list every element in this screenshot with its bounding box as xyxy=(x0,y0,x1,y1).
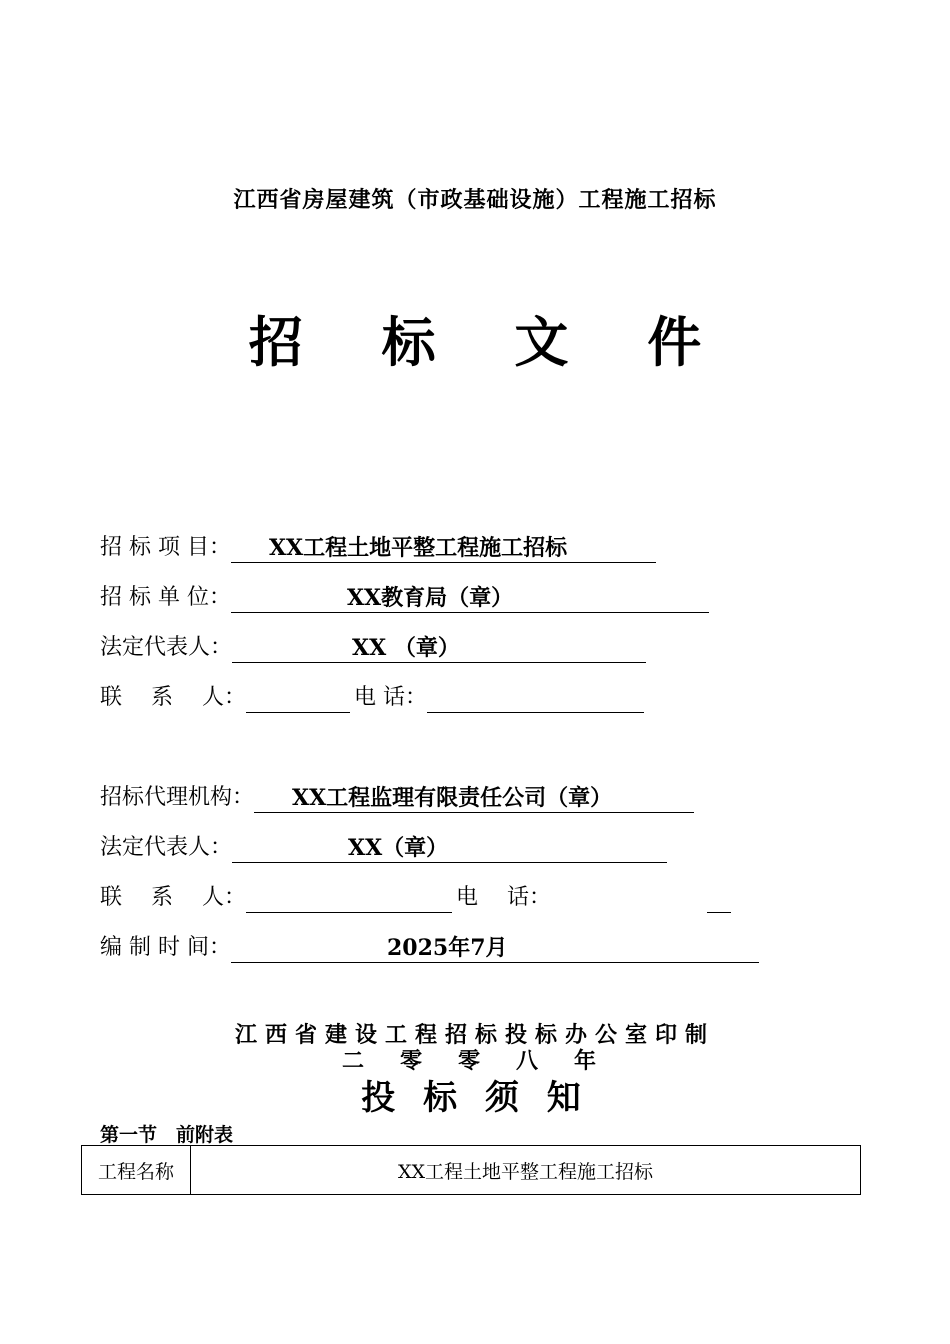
agency-rep-row xyxy=(100,833,667,863)
document-title: 招 标 文 件 xyxy=(248,310,732,374)
agency-contact-row xyxy=(100,883,731,913)
date-field xyxy=(231,933,759,963)
agency-contact-label: 联 系 人： xyxy=(100,885,246,910)
project-label: 招 标 项 目： xyxy=(100,535,231,560)
agency-phone-field xyxy=(707,883,731,913)
date-value: 2025年7月 xyxy=(386,935,508,961)
tenderer-rep-field xyxy=(232,633,646,663)
agency-rep-value: XX（章） xyxy=(348,835,449,861)
agency-value: XX工程监理有限责任公司（章） xyxy=(292,785,613,811)
unit-row xyxy=(100,583,709,613)
project-field xyxy=(231,533,656,563)
agency-row xyxy=(100,783,694,813)
notice-title: 投 标 须 知 xyxy=(361,1078,589,1118)
table-label-cell: 工程名称 xyxy=(82,1146,191,1194)
agency-phone-label: 电 话： xyxy=(456,885,551,910)
header-title: 江西省房屋建筑（市政基础设施）工程施工招标 xyxy=(233,187,717,213)
unit-label: 招 标 单 位： xyxy=(100,585,231,610)
tenderer-phone-field xyxy=(427,683,644,713)
front-table xyxy=(81,1145,861,1195)
agency-contact-field xyxy=(246,883,452,913)
tenderer-phone-label: 电 话： xyxy=(354,685,427,710)
date-label: 编 制 时 间： xyxy=(100,935,231,960)
issue-year: 二零零八年 xyxy=(341,1048,632,1074)
agency-rep-field xyxy=(232,833,667,863)
unit-value: XX教育局（章） xyxy=(346,585,514,611)
agency-label: 招标代理机构： xyxy=(100,785,255,810)
tenderer-contact-row xyxy=(100,683,644,713)
unit-field xyxy=(231,583,709,613)
tenderer-contact-field xyxy=(246,683,350,713)
agency-field xyxy=(254,783,694,813)
issuing-office: 江西省建设工程招标投标办公室印制 xyxy=(234,1022,715,1048)
date-row xyxy=(100,933,759,963)
section-heading: 第一节 前附表 xyxy=(100,1124,234,1146)
tenderer-rep-row xyxy=(100,633,646,663)
agency-rep-label: 法定代表人： xyxy=(100,835,233,860)
table-value-cell: XX工程土地平整工程施工招标 xyxy=(397,1160,654,1183)
project-value: XX工程土地平整工程施工招标 xyxy=(268,535,568,561)
tenderer-contact-label: 联 系 人： xyxy=(100,685,246,710)
tenderer-rep-value: XX （章） xyxy=(352,635,460,661)
project-row xyxy=(100,533,656,563)
tenderer-rep-label: 法定代表人： xyxy=(100,635,233,660)
